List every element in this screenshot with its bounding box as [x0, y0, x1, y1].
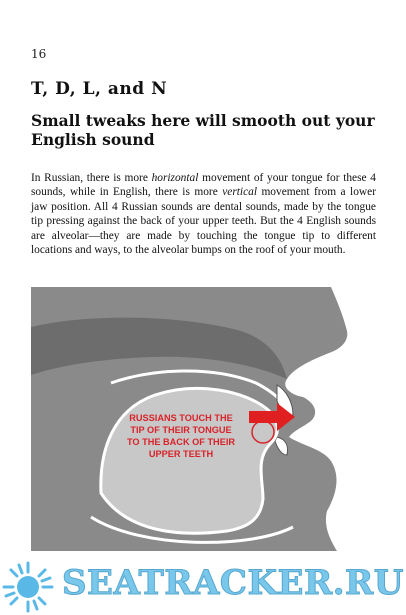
- emphasis-horizontal: horizontal: [151, 172, 199, 184]
- body-text-1: In Russian, there is more: [31, 172, 152, 184]
- section-subtitle: Small tweaks here will smooth out your English sound: [31, 111, 375, 149]
- page-number: 16: [31, 47, 47, 61]
- chapter-title: T, D, L, and N: [31, 79, 168, 99]
- caption-line-3: TO THE BACK OF THEIR: [126, 437, 236, 447]
- mouth-diagram: [31, 287, 376, 551]
- emphasis-vertical: vertical: [222, 186, 257, 199]
- caption-line-1: RUSSIANS TOUCH THE: [129, 413, 233, 423]
- body-paragraph: [31, 171, 376, 257]
- sun-icon: [4, 563, 52, 611]
- tongue: [101, 388, 278, 533]
- caption-line-2: TIP OF THEIR TONGUE: [130, 425, 232, 435]
- watermark-text: SEATRACKER.RU: [62, 563, 404, 603]
- body-text-2: movement of your tongue for these 4 sounds, while in English, there is more: [31, 172, 376, 199]
- mouth-illustration: [31, 287, 376, 551]
- caption-line-4: UPPER TEETH: [148, 449, 214, 459]
- body-text-3: movement from a lower jaw position. All 4 Russian sounds are dental sounds, made by the tongue tip pressing against the back of your upper teeth. But the 4 English sounds are alveolar—they are made by touching the tongue tip to different locations and ways, to the alveolar bumps on the roof of your mouth.: [31, 186, 376, 257]
